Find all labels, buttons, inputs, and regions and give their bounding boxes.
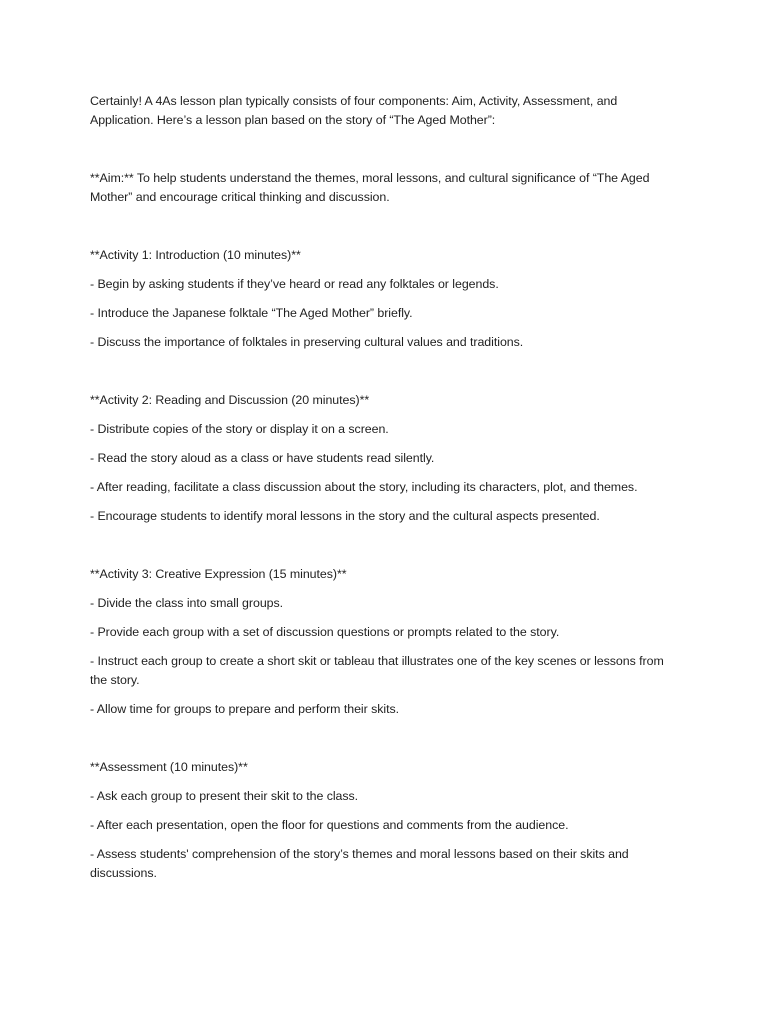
list-item: - Begin by asking students if they’ve heard or read any folktales or legends. (90, 277, 499, 291)
section-heading: **Activity 3: Creative Expression (15 minutes)** (90, 567, 347, 581)
list-item: - Introduce the Japanese folktale “The Aged Mother” briefly. (90, 306, 413, 320)
section-activity-1 (90, 246, 680, 352)
section-activity-3 (90, 565, 680, 719)
list-item: - Distribute copies of the story or display it on a screen. (90, 422, 389, 436)
list-item: - Allow time for groups to prepare and perform their skits. (90, 702, 400, 716)
list-item: - Divide the class into small groups. (90, 596, 284, 610)
list-item: - After each presentation, open the floor for questions and comments from the audience. (90, 818, 569, 832)
section-activity-2 (90, 391, 680, 526)
list-item: - Discuss the importance of folktales in preserving cultural values and traditions. (90, 335, 524, 349)
aim-paragraph: **Aim:** To help students understand the themes, moral lessons, and cultural significance of “The Aged Mother” and encourage critical thinking and discussion. (90, 171, 650, 204)
list-item: - After reading, facilitate a class discussion about the story, including its characters, plot, and themes. (90, 480, 638, 494)
list-item: - Encourage students to identify moral lessons in the story and the cultural aspects presented. (90, 509, 600, 523)
document-body (90, 92, 680, 883)
intro-paragraph: Certainly! A 4As lesson plan typically consists of four components: Aim, Activity, Assessment, and Application. Here’s a lesson plan based on the story of “The Aged Mother”: (90, 94, 618, 127)
list-item: - Provide each group with a set of discussion questions or prompts related to the story. (90, 625, 560, 639)
list-item: - Instruct each group to create a short skit or tableau that illustrates one of the key scenes or lessons from the story. (90, 654, 664, 687)
list-item: - Ask each group to present their skit to the class. (90, 789, 359, 803)
section-assessment (90, 758, 680, 883)
list-item: - Assess students' comprehension of the story’s themes and moral lessons based on their skits and discussions. (90, 847, 629, 880)
section-heading: **Assessment (10 minutes)** (90, 760, 248, 774)
section-heading: **Activity 1: Introduction (10 minutes)** (90, 248, 301, 262)
section-heading: **Activity 2: Reading and Discussion (20 minutes)** (90, 393, 370, 407)
list-item: - Read the story aloud as a class or have students read silently. (90, 451, 435, 465)
